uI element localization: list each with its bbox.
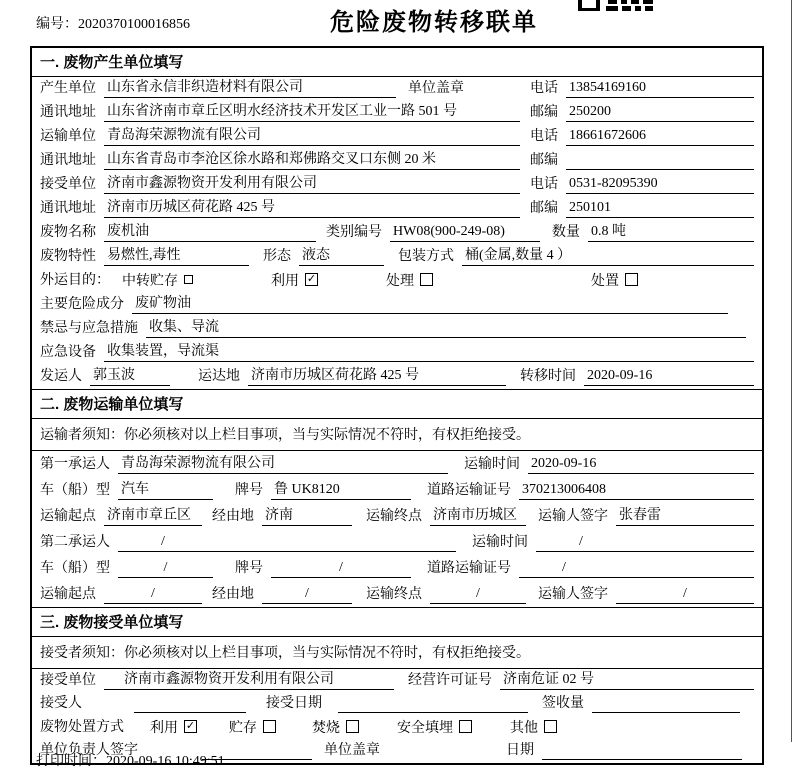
waste-name-value: 废机油 bbox=[104, 220, 316, 242]
disposal-burn-label: 焚烧 bbox=[312, 720, 340, 736]
purpose-transfer-label: 中转贮存 bbox=[122, 274, 178, 289]
field-row bbox=[32, 149, 762, 173]
field-row bbox=[32, 125, 762, 149]
producer-zip-label: 邮编 bbox=[530, 105, 558, 120]
section-receiver bbox=[32, 607, 762, 763]
waste-name-label: 废物名称 bbox=[40, 225, 96, 240]
producer-zip-value: 250200 bbox=[566, 104, 754, 122]
vehicle-type2-label: 车（船）型 bbox=[40, 561, 110, 576]
purpose-use-label: 利用 bbox=[271, 274, 299, 289]
form-box bbox=[30, 46, 764, 765]
disposal-option-use bbox=[150, 717, 197, 737]
emergency-equip-label: 应急设备 bbox=[40, 345, 96, 360]
plate-number2-value: / bbox=[271, 560, 411, 578]
transport-unit-label: 运输单位 bbox=[40, 129, 96, 144]
transport-zip-label: 邮编 bbox=[530, 153, 558, 168]
purpose-option-treat bbox=[386, 270, 433, 290]
field-row bbox=[32, 451, 762, 477]
field-row bbox=[32, 555, 762, 581]
receiver-zip-value: 250101 bbox=[566, 200, 754, 218]
section-producer bbox=[32, 48, 762, 389]
carrier-sign-label: 运输人签字 bbox=[538, 509, 608, 524]
disposal-use-checkbox: ✓ bbox=[185, 719, 196, 732]
field-row bbox=[32, 529, 762, 555]
origin2-label: 运输起点 bbox=[40, 587, 96, 602]
date-value bbox=[542, 744, 742, 760]
field-row bbox=[32, 221, 762, 245]
emergency-equip-value: 收集装置，导流渠 bbox=[104, 340, 754, 362]
plate-number-label: 牌号 bbox=[235, 483, 263, 498]
producer-phone-label: 电话 bbox=[530, 81, 558, 96]
purpose-option-use bbox=[271, 270, 318, 290]
purpose-dispose-label: 处置 bbox=[591, 274, 619, 289]
transport-time2-value: / bbox=[536, 534, 754, 552]
form-state-label: 形态 bbox=[263, 249, 291, 264]
disposal-store-label: 贮存 bbox=[229, 720, 257, 736]
endpoint-label: 运输终点 bbox=[366, 509, 422, 524]
field-row bbox=[32, 477, 762, 503]
page-edge-line bbox=[791, 0, 792, 742]
taboo-measures-value: 收集、导流 bbox=[146, 316, 746, 338]
accept-unit-value: 济南市鑫源物资开发利用有限公司 bbox=[104, 668, 394, 690]
destination-value: 济南市历城区荷花路 425 号 bbox=[248, 364, 506, 386]
field-row bbox=[32, 317, 762, 341]
category-code-label: 类别编号 bbox=[326, 225, 382, 240]
section-transporter bbox=[32, 389, 762, 607]
producer-phone-value: 13854169160 bbox=[566, 80, 754, 98]
signed-quantity-value bbox=[592, 697, 740, 713]
unit-seal2-label: 单位盖章 bbox=[324, 743, 380, 758]
purpose-use-checkbox: ✓ bbox=[306, 273, 317, 285]
transport-time-label: 运输时间 bbox=[464, 457, 520, 472]
vehicle-type2-value: / bbox=[118, 560, 213, 578]
disposal-row bbox=[32, 716, 762, 740]
disposal-option-other bbox=[510, 717, 557, 737]
carrier-sign2-label: 运输人签字 bbox=[538, 587, 608, 602]
road-permit2-label: 道路运输证号 bbox=[427, 561, 511, 576]
second-carrier-value: / bbox=[118, 534, 456, 552]
shipper-value: 郭玉波 bbox=[90, 364, 170, 386]
taboo-measures-label: 禁忌与应急措施 bbox=[40, 321, 138, 336]
hazard-component-value: 废矿物油 bbox=[132, 292, 728, 314]
origin-value: 济南市章丘区 bbox=[104, 504, 202, 526]
disposal-use-label: 利用 bbox=[150, 720, 178, 736]
disposal-store-checkbox bbox=[263, 720, 276, 733]
disposal-landfill-checkbox bbox=[459, 720, 472, 733]
accept-date-value bbox=[338, 697, 528, 713]
disposal-option-landfill bbox=[397, 717, 472, 737]
producer-address-label: 通讯地址 bbox=[40, 105, 96, 120]
page-title: 危险废物转移联单 bbox=[330, 9, 538, 36]
receiver-phone-label: 电话 bbox=[530, 177, 558, 192]
date-label: 日期 bbox=[506, 743, 534, 758]
disposal-option-burn bbox=[312, 717, 359, 737]
section-receiver-title: 三. 废物接受单位填写 bbox=[32, 608, 762, 637]
disposal-method-label: 废物处置方式 bbox=[40, 719, 124, 735]
package-value: 桶(金属,数量 4 ） bbox=[462, 244, 754, 266]
field-row bbox=[32, 669, 762, 693]
purpose-treat-label: 处理 bbox=[386, 274, 414, 289]
via-label: 经由地 bbox=[212, 509, 254, 524]
print-time-label: 打印时间： bbox=[36, 754, 106, 768]
via-value: 济南 bbox=[262, 504, 352, 526]
field-row bbox=[32, 101, 762, 125]
producer-unit-value: 山东省永信非织造材料有限公司 bbox=[104, 76, 396, 98]
transport-address-label: 通讯地址 bbox=[40, 153, 96, 168]
transport-zip-value bbox=[566, 154, 754, 170]
field-row bbox=[32, 245, 762, 269]
receiver-notice: 接受者须知：你必须核对以上栏目事项，当与实际情况不符时，有权拒绝接受。 bbox=[32, 637, 762, 669]
endpoint2-label: 运输终点 bbox=[366, 587, 422, 602]
destination-label: 运达地 bbox=[198, 369, 240, 384]
section-transporter-title: 二. 废物运输单位填写 bbox=[32, 390, 762, 419]
first-carrier-label: 第一承运人 bbox=[40, 457, 110, 472]
endpoint-value: 济南市历城区 bbox=[430, 504, 526, 526]
origin-label: 运输起点 bbox=[40, 509, 96, 524]
field-row bbox=[32, 293, 762, 317]
unit-seal-label: 单位盖章 bbox=[408, 81, 464, 96]
accept-date-label: 接受日期 bbox=[266, 696, 322, 711]
receiver-phone-value: 0531-82095390 bbox=[566, 176, 754, 194]
producer-unit-label: 产生单位 bbox=[40, 81, 96, 96]
print-time bbox=[36, 750, 225, 768]
field-row bbox=[32, 693, 762, 717]
transport-time-value: 2020-09-16 bbox=[528, 456, 754, 474]
purpose-row bbox=[32, 269, 762, 293]
origin2-value: / bbox=[104, 586, 202, 604]
qr-code-fragment bbox=[578, 0, 656, 17]
disposal-landfill-label: 安全填埋 bbox=[397, 720, 453, 736]
disposal-other-checkbox bbox=[544, 720, 557, 733]
disposal-option-store bbox=[229, 717, 276, 737]
road-permit2-value: / bbox=[519, 560, 754, 578]
transport-time2-label: 运输时间 bbox=[472, 535, 528, 550]
producer-address-value: 山东省济南市章丘区明水经济技术开发区工业一路 501 号 bbox=[104, 100, 520, 122]
receiver-address-label: 通讯地址 bbox=[40, 201, 96, 216]
serial-value: 2020370100016856 bbox=[78, 17, 190, 32]
carrier-sign2-value: / bbox=[616, 586, 754, 604]
receiver-unit-label: 接受单位 bbox=[40, 177, 96, 192]
vehicle-type-label: 车（船）型 bbox=[40, 483, 110, 498]
endpoint2-value: / bbox=[430, 586, 526, 604]
via2-label: 经由地 bbox=[212, 587, 254, 602]
plate-number2-label: 牌号 bbox=[235, 561, 263, 576]
purpose-option-dispose bbox=[591, 270, 638, 290]
transport-unit-value: 青岛海荣源物流有限公司 bbox=[104, 124, 520, 146]
accept-unit-label: 接受单位 bbox=[40, 672, 96, 688]
purpose-treat-checkbox bbox=[420, 273, 433, 286]
acceptor-value bbox=[134, 697, 246, 713]
package-label: 包装方式 bbox=[398, 249, 454, 264]
road-permit-label: 道路运输证号 bbox=[427, 483, 511, 498]
second-carrier-label: 第二承运人 bbox=[40, 535, 110, 550]
purpose-transfer-checkbox bbox=[184, 275, 193, 284]
serial-number bbox=[36, 13, 190, 33]
purpose-label: 外运目的： bbox=[40, 273, 110, 288]
field-row bbox=[32, 365, 762, 389]
plate-number-value: 鲁 UK8120 bbox=[271, 478, 411, 500]
hazard-component-label: 主要危险成分 bbox=[40, 297, 124, 312]
via2-value: / bbox=[262, 586, 352, 604]
receiver-unit-value: 济南市鑫源物资开发利用有限公司 bbox=[104, 172, 520, 194]
print-time-value: 2020-09-16 10:49:51 bbox=[106, 754, 225, 768]
quantity-label: 数量 bbox=[552, 225, 580, 240]
category-code-value: HW08(900-249-08) bbox=[390, 224, 540, 242]
acceptor-label: 接受人 bbox=[40, 696, 82, 711]
vehicle-type-value: 汽车 bbox=[118, 478, 213, 500]
form-state-value: 液态 bbox=[299, 244, 384, 266]
receiver-address-value: 济南市历城区荷花路 425 号 bbox=[104, 196, 520, 218]
transfer-time-label: 转移时间 bbox=[520, 369, 576, 384]
disposal-burn-checkbox bbox=[346, 720, 359, 733]
transporter-notice: 运输者须知：你必须核对以上栏目事项，当与实际情况不符时，有权拒绝接受。 bbox=[32, 419, 762, 451]
purpose-dispose-checkbox bbox=[625, 273, 638, 286]
field-row bbox=[32, 77, 762, 101]
purpose-option-transfer bbox=[122, 270, 193, 290]
license-number-label: 经营许可证号 bbox=[408, 672, 492, 688]
road-permit-value: 370213006408 bbox=[519, 482, 754, 500]
serial-label: 编号： bbox=[36, 17, 78, 32]
section-producer-title: 一. 废物产生单位填写 bbox=[32, 48, 762, 77]
transport-address-value: 山东省青岛市李沧区徐水路和郑佛路交叉口东侧 20 米 bbox=[104, 148, 520, 170]
field-row bbox=[32, 341, 762, 365]
responsible-sign-label: 单位负责人签字 bbox=[40, 743, 138, 758]
quantity-value: 0.8 吨 bbox=[588, 220, 754, 242]
waste-character-value: 易燃性,毒性 bbox=[104, 244, 249, 266]
field-row bbox=[32, 503, 762, 529]
first-carrier-value: 青岛海荣源物流有限公司 bbox=[118, 452, 448, 474]
license-number-value: 济南危证 02 号 bbox=[500, 668, 754, 690]
shipper-label: 发运人 bbox=[40, 369, 82, 384]
signed-quantity-label: 签收量 bbox=[542, 696, 584, 711]
receiver-zip-label: 邮编 bbox=[530, 201, 558, 216]
waste-character-label: 废物特性 bbox=[40, 249, 96, 264]
transfer-time-value: 2020-09-16 bbox=[584, 368, 754, 386]
field-row bbox=[32, 197, 762, 221]
disposal-other-label: 其他 bbox=[510, 720, 538, 736]
field-row bbox=[32, 581, 762, 607]
transport-phone-value: 18661672606 bbox=[566, 128, 754, 146]
transport-phone-label: 电话 bbox=[530, 129, 558, 144]
carrier-sign-value: 张春雷 bbox=[616, 504, 754, 526]
field-row bbox=[32, 173, 762, 197]
